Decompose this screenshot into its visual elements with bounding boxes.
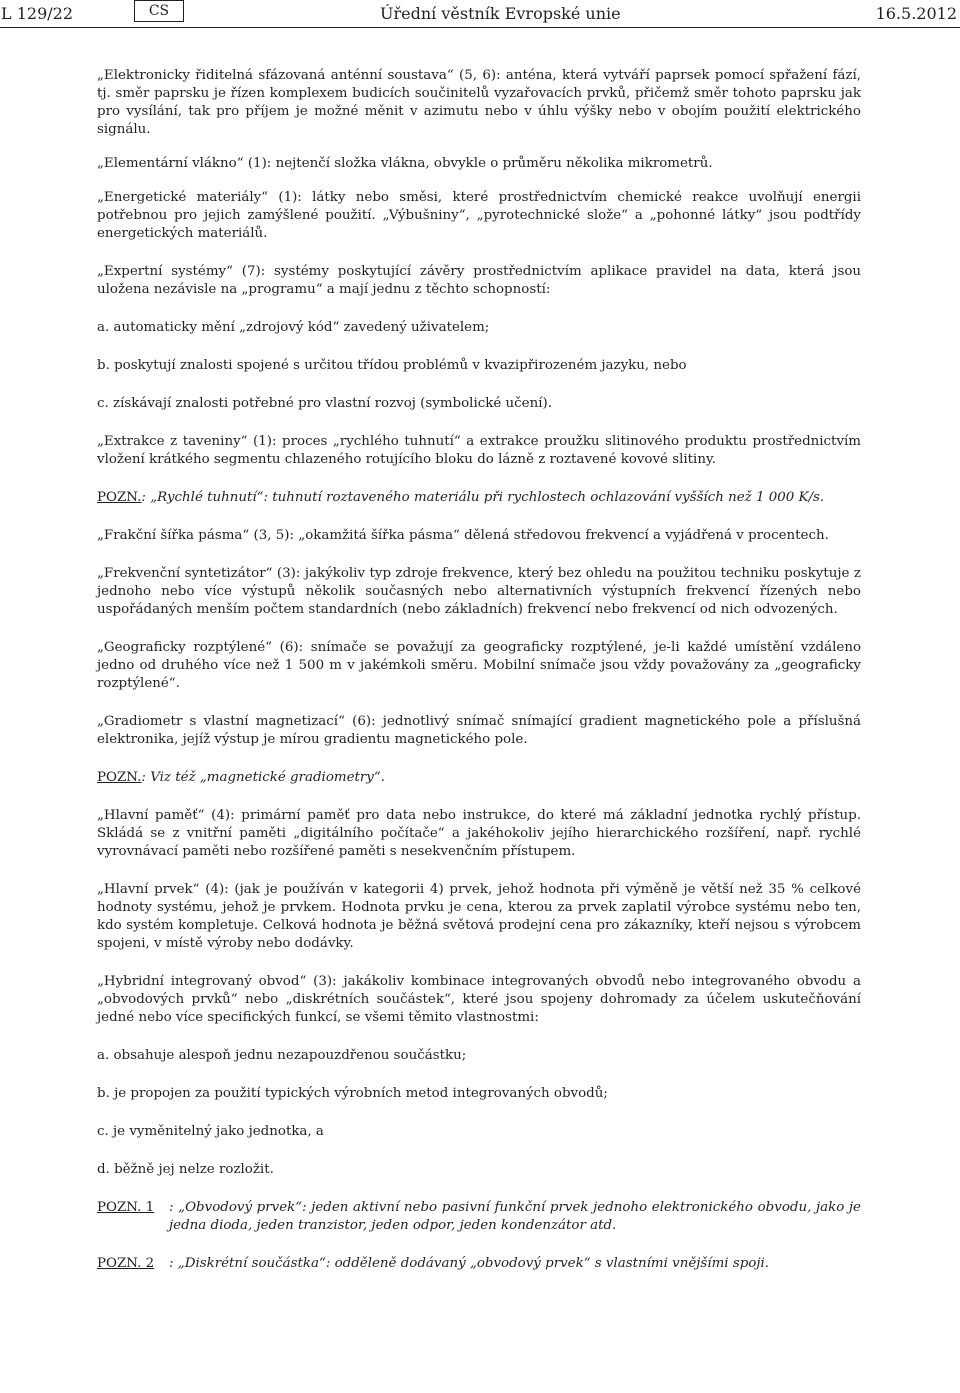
list-item: a. automaticky mění „zdrojový kód“ zavedený uživatelem;: [97, 320, 490, 335]
page-header: [0, 0, 960, 26]
note-label: POZN.: [97, 770, 142, 785]
publication-date: 16.5.2012: [875, 4, 957, 23]
note: [97, 769, 861, 787]
list-item: b. poskytují znalosti spojené s určitou třídou problémů v kvazipřirozeném jazyku, nebo: [97, 358, 687, 373]
note-text: : „Rychlé tuhnutí“: tuhnutí roztaveného materiálu při rychlostech ochlazování vyšších než 1 000 K/s.: [141, 490, 825, 505]
definition-paragraph: „Geograficky rozptýlené“ (6): snímače se považují za geograficky rozptýlené, je-li každé umístění vzdáleno jedno od druhého více než 1 500 m v jakémkoli směru. Mobilní snímače jsou vždy považovány za „geograficky rozptýlené“.: [97, 640, 861, 691]
note-text: : „Diskrétní součástka“: odděleně dodávaný „obvodový prvek“ s vlastními vnějšími spoji.: [169, 1256, 770, 1271]
definition-paragraph: „Extrakce z taveniny“ (1): proces „rychlého tuhnutí“ a extrakce proužku slitinového produktu prostřednictvím vložení krátkého segmentu chlazeného rotujícího bloku do lázně z roztavené kovové slitiny.: [97, 434, 861, 467]
definition-paragraph: „Elektronicky řiditelná sfázovaná anténní soustava“ (5, 6): anténa, která vytváří paprsek pomocí spřažení fází, tj. směr paprsku je řízen komplexem budicích součinitelů vyzařovacích prvků, přičemž směr tohoto paprsku jak pro vysílání, tak pro příjem je možné měnit v azimutu nebo v úhlu výšky nebo v obojím použití elektrického signálu.: [97, 68, 861, 137]
list-item: a. obsahuje alespoň jednu nezapouzdřenou součástku;: [97, 1048, 467, 1063]
note-label: POZN.: [97, 490, 142, 505]
definition-paragraph: „Hybridní integrovaný obvod“ (3): jakákoliv kombinace integrovaných obvodů nebo integrovaného obvodu a „obvodových prvků“ nebo „diskrétních součástek“, které jsou spojeny dohromady za účelem uskutečňování jedné nebo více specifických funkcí, se všemi těmito vlastnostmi:: [97, 974, 861, 1025]
definition-paragraph: „Frakční šířka pásma“ (3, 5): „okamžitá šířka pásma“ dělená středovou frekvencí a vyjádřená v procentech.: [97, 528, 829, 543]
note: [97, 489, 861, 507]
note: [97, 1199, 861, 1235]
list-item: c. získávají znalosti potřebné pro vlastní rozvoj (symbolické učení).: [97, 396, 552, 411]
header-rule: [0, 27, 960, 28]
language-badge: CS: [134, 0, 184, 22]
journal-title: Úřední věstník Evropské unie: [380, 4, 621, 23]
note-label: POZN. 1: [97, 1200, 155, 1215]
definition-paragraph: „Expertní systémy“ (7): systémy poskytující závěry prostřednictvím aplikace pravidel na data, která jsou uložena nezávisle na „programu“ a mají jednu z těchto schopností:: [97, 264, 861, 297]
definition-paragraph: „Frekvenční syntetizátor“ (3): jakýkoliv typ zdroje frekvence, který bez ohledu na použitou techniku poskytuje z jednoho nebo více výstupů několik současných nebo alternativních výstupních frekvencí řízených nebo uspořádaných menším počtem standardních (nebo základních) frekvencí nebo frekvencí od nich odvozených.: [97, 566, 861, 617]
definition-paragraph: „Elementární vlákno“ (1): nejtenčí složka vlákna, obvykle o průměru několika mikrometrů.: [97, 156, 713, 171]
list-item: b. je propojen za použití typických výrobních metod integrovaných obvodů;: [97, 1086, 608, 1101]
definition-paragraph: „Gradiometr s vlastní magnetizací“ (6): jednotlivý snímač snímající gradient magnetického pole a příslušná elektronika, jejíž výstup je mírou gradientu magnetického pole.: [97, 714, 861, 747]
list-item: d. běžně jej nelze rozložit.: [97, 1162, 274, 1177]
document-body: [97, 67, 861, 1273]
note: [97, 1255, 861, 1273]
definition-paragraph: „Hlavní prvek“ (4): (jak je používán v kategorii 4) prvek, jehož hodnota při výměně je větší než 35 % celkové hodnoty systému, jehož je prvkem. Hodnota prvku je cena, kterou za prvek zaplatil výrobce systému nebo ten, kdo systém kompletuje. Celková hodnota je běžná světová prodejní cena pro zákazníky, kteří nejsou s výrobcem spojeni, v místě výroby nebo dodávky.: [97, 882, 861, 951]
page-reference: L 129/22: [1, 4, 73, 23]
list-item: c. je vyměnitelný jako jednotka, a: [97, 1124, 324, 1139]
definition-paragraph: „Hlavní paměť“ (4): primární paměť pro data nebo instrukce, do které má základní jednotka rychlý přístup. Skládá se z vnitřní paměti „digitálního počítače“ a jakéhokoliv jejího hierarchického rozšíření, např. rychlé vyrovnávací paměti nebo rozšířené paměti s nesekvenčním přístupem.: [97, 808, 861, 859]
note-text: : „Obvodový prvek“: jeden aktivní nebo pasivní funkční prvek jednoho elektronického obvodu, jako je jedna dioda, jeden tranzistor, jeden odpor, jeden kondenzátor atd.: [169, 1200, 861, 1233]
note-text: : Viz též „magnetické gradiometry“.: [141, 770, 385, 785]
note-label: POZN. 2: [97, 1256, 155, 1271]
definition-paragraph: „Energetické materiály“ (1): látky nebo směsi, které prostřednictvím chemické reakce uvolňují energii potřebnou pro jejich zamýšlené použití. „Výbušniny“, „pyrotechnické slože“ a „pohonné látky“ jsou podtřídy energetických materiálů.: [97, 190, 861, 241]
